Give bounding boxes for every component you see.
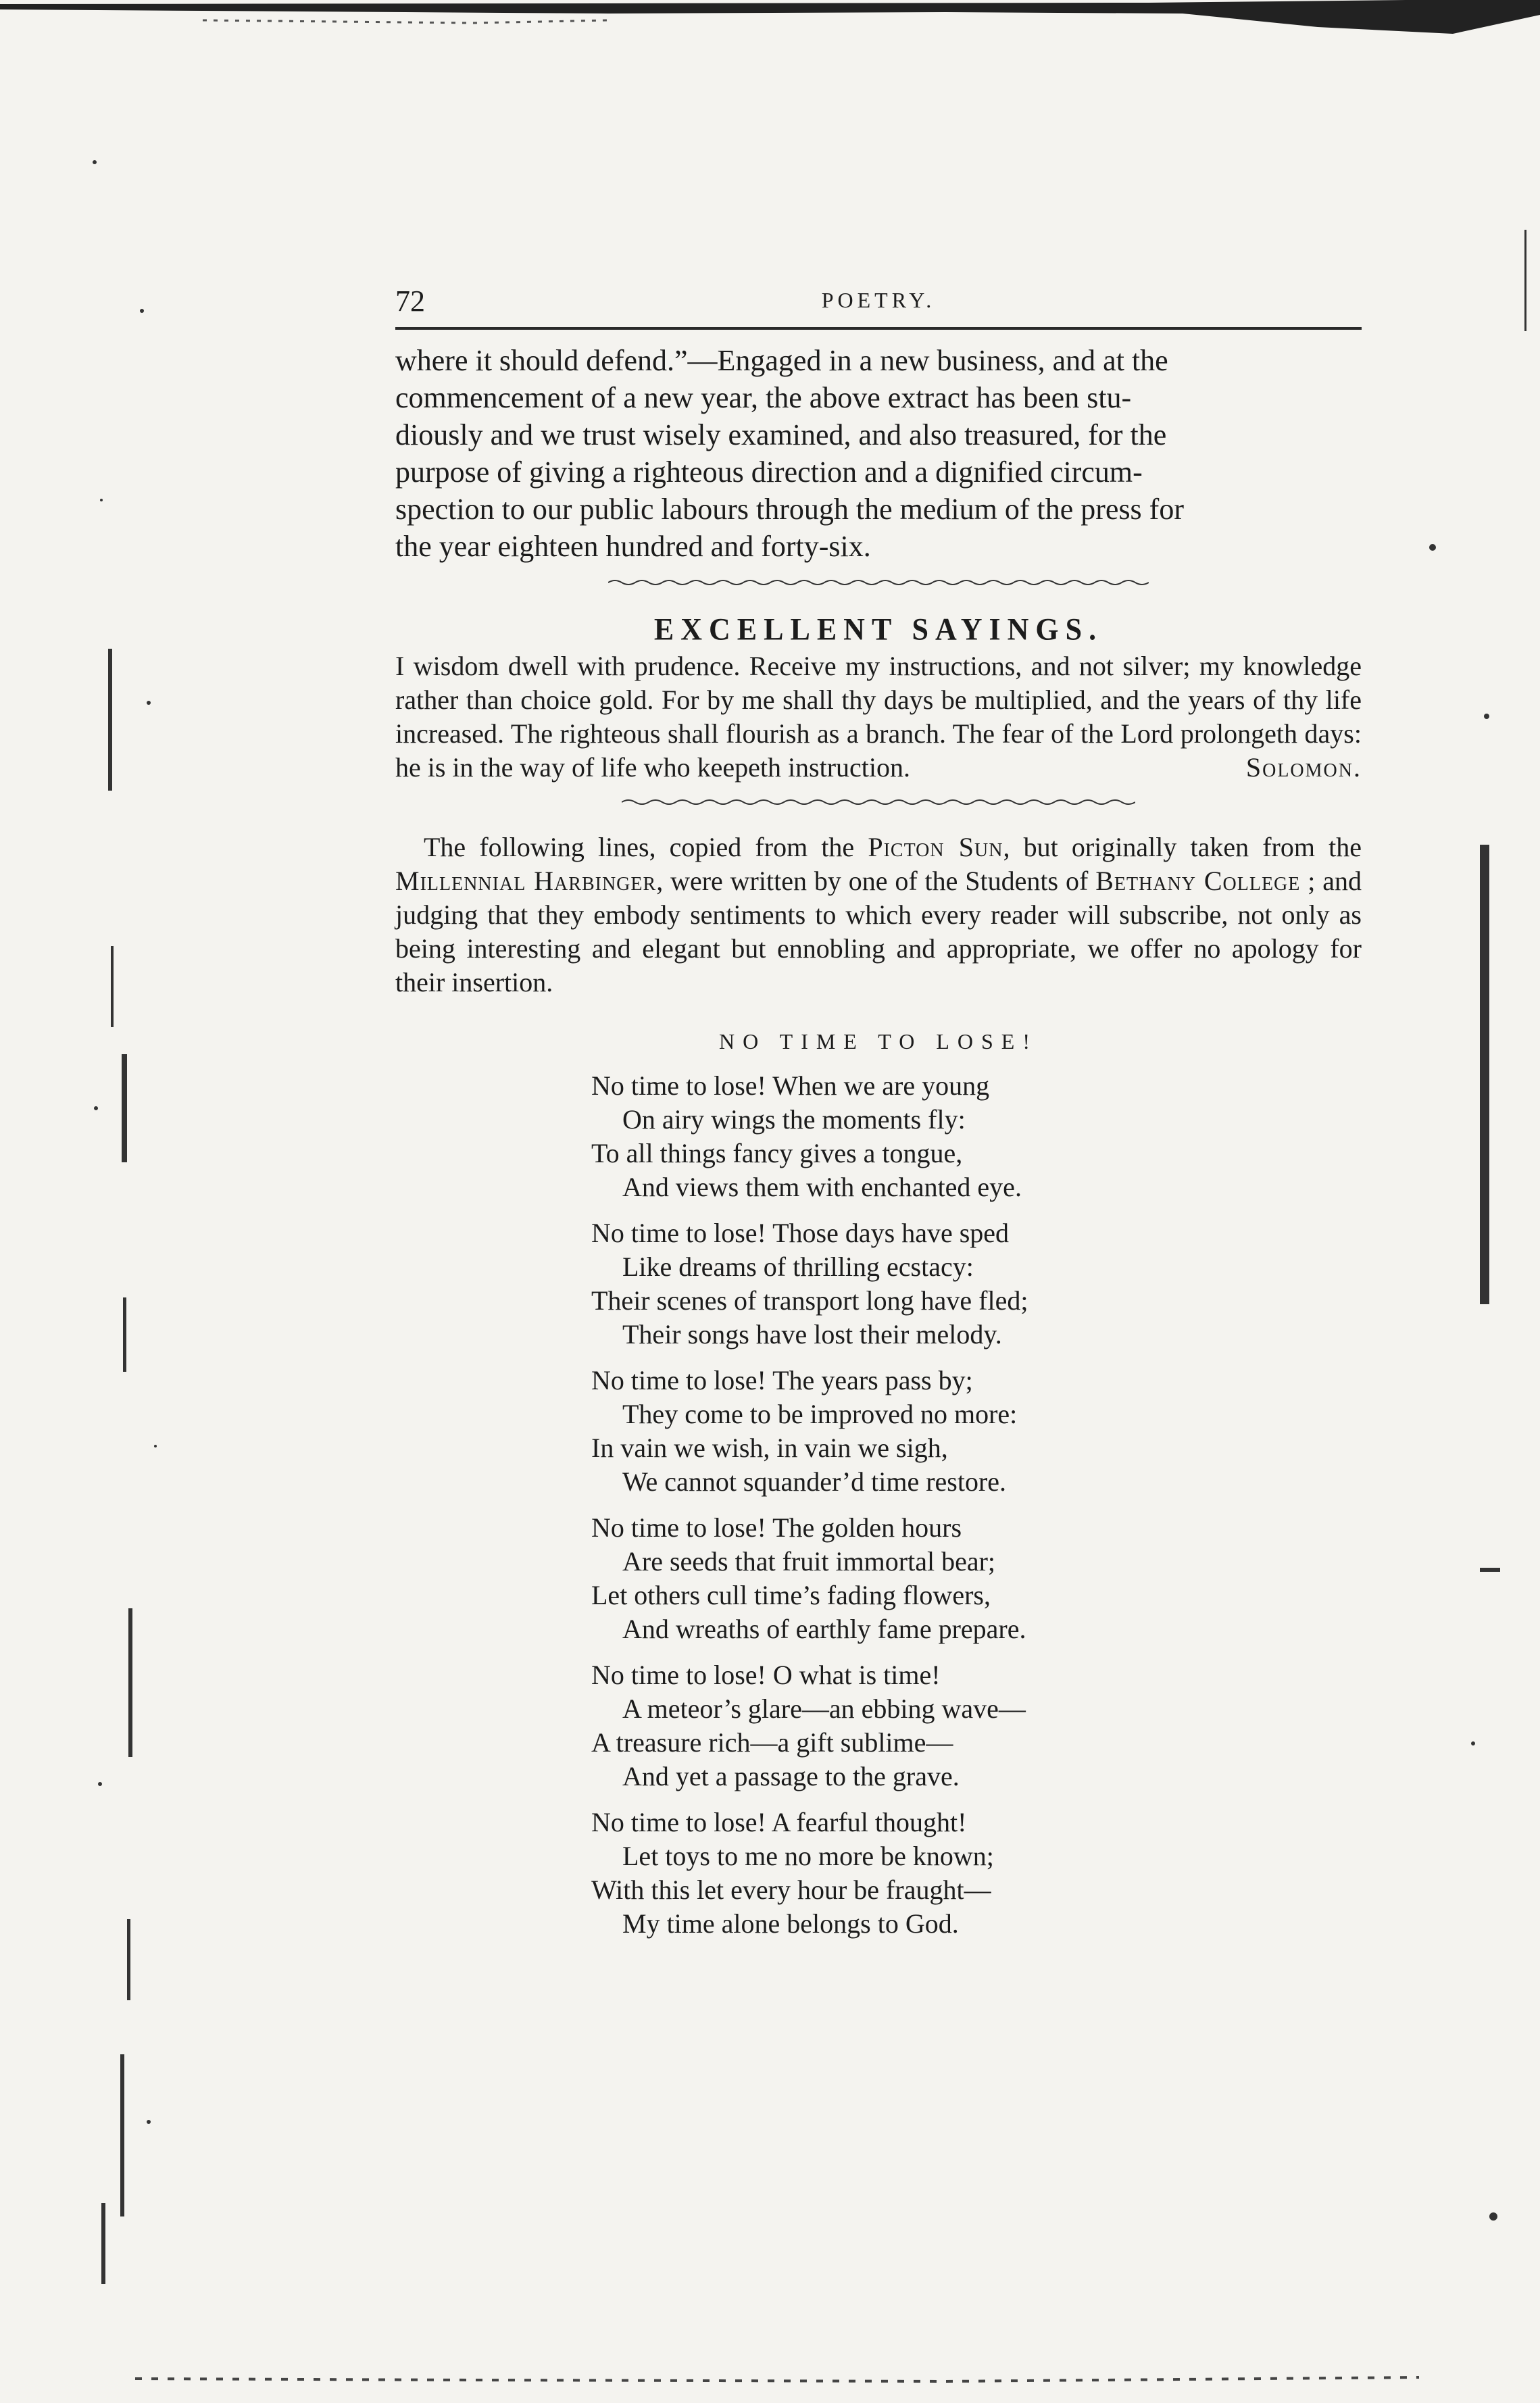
lead-line: the year eighteen hundred and forty-six. <box>395 530 871 563</box>
poem-title: NO TIME TO LOSE! <box>719 1029 1038 1054</box>
poem-line: Like dreams of thrilling ecstacy: <box>622 1252 974 1282</box>
poem-line: A treasure rich—a gift sublime— <box>591 1727 953 1758</box>
poem-line: Their scenes of transport long have fled; <box>591 1285 1028 1316</box>
sayings-body <box>395 649 1362 785</box>
lead-paragraph <box>395 342 1362 565</box>
section-divider-wavy-2 <box>622 797 1135 808</box>
poem-stanza <box>591 1658 1199 1793</box>
poem-line: Are seeds that fruit immortal bear; <box>622 1546 996 1577</box>
poem-line: Let others cull time’s fading flowers, <box>591 1580 991 1610</box>
page-content <box>395 270 1362 1953</box>
lead-line: purpose of giving a righteous direction and a dignified circum- <box>395 455 1143 489</box>
poem-stanza <box>591 1806 1199 1941</box>
poem-stanza <box>591 1069 1199 1204</box>
poem-line: No time to lose! A fearful thought! <box>591 1807 967 1837</box>
poem-line: My time alone belongs to God. <box>622 1908 959 1939</box>
header-rule <box>395 327 1362 330</box>
intro-source-picton-sun: Picton Sun <box>868 832 1003 862</box>
lead-line: commencement of a new year, the above extract has been stu- <box>395 381 1132 414</box>
sayings-text: I wisdom dwell with prudence. Receive my instructions, and not silver; my knowledge rather than choice gold. For by me shall thy days be multiplied, and the years of thy life increased. The righteous shall flourish as a branch. The fear of the Lord prolongeth days: he is in the way of life who keepeth instruction. <box>395 651 1362 783</box>
poem-line: No time to lose! Those days have sped <box>591 1218 1010 1248</box>
poem-line: No time to lose! O what is time! <box>591 1660 941 1690</box>
poem-stanza <box>591 1511 1199 1646</box>
poem-stanza <box>591 1216 1199 1352</box>
scan-top-edge <box>0 0 1540 47</box>
section-title: POETRY. <box>821 288 936 312</box>
poem-line: Their songs have lost their melody. <box>622 1319 1002 1349</box>
poem-line: And yet a passage to the grave. <box>622 1761 960 1791</box>
poem-line: With this let every hour be fraught— <box>591 1875 991 1905</box>
lead-line: diously and we trust wisely examined, and also treasured, for the <box>395 418 1167 451</box>
intro-text: , were written by one of the Students of <box>656 866 1096 896</box>
scan-left-margin-specks <box>81 95 176 2379</box>
poem <box>591 1069 1199 1941</box>
intro-text: , but originally taken from the <box>1003 832 1362 862</box>
poem-line: No time to lose! When we are young <box>591 1070 990 1101</box>
running-head <box>395 270 1362 318</box>
poem-line: We cannot squander’d time restore. <box>622 1466 1007 1497</box>
poem-line: And views them with enchanted eye. <box>622 1172 1022 1202</box>
sayings-attribution: Solomon. <box>1245 752 1362 783</box>
poem-line: And wreaths of earthly fame prepare. <box>622 1614 1026 1644</box>
poem-line: Let toys to me no more be known; <box>622 1841 994 1871</box>
poem-line: To all things fancy gives a tongue, <box>591 1138 963 1168</box>
scan-bottom-edge <box>0 2365 1540 2403</box>
poem-stanza <box>591 1364 1199 1499</box>
section-divider-wavy <box>608 577 1149 588</box>
poem-line: On airy wings the moments fly: <box>622 1104 966 1135</box>
intro-text: The following lines, copied from the <box>424 832 868 862</box>
poem-line: A meteor’s glare—an ebbing wave— <box>622 1693 1026 1724</box>
poem-line: No time to lose! The years pass by; <box>591 1365 973 1395</box>
sayings-title: EXCELLENT SAYINGS. <box>653 612 1103 647</box>
poem-line: No time to lose! The golden hours <box>591 1512 962 1543</box>
poem-line: In vain we wish, in vain we sigh, <box>591 1433 948 1463</box>
lead-line: where it should defend.”—Engaged in a new business, and at the <box>395 344 1168 377</box>
intro-paragraph <box>395 831 1362 999</box>
page-number: 72 <box>395 284 425 318</box>
scan-right-margin-specks <box>1406 189 1540 2352</box>
poem-line: They come to be improved no more: <box>622 1399 1018 1429</box>
intro-source-bethany: Bethany College <box>1095 866 1301 896</box>
intro-source-harbinger: Millennial Harbinger <box>395 866 657 896</box>
lead-line: spection to our public labours through the medium of the press for <box>395 493 1184 526</box>
intro-text: ; and judging that they embody sentiments to which every reader will subscribe, not only as being interesting and elegant but ennobling and appropriate, we offer no apology for their insertion. <box>395 866 1362 997</box>
